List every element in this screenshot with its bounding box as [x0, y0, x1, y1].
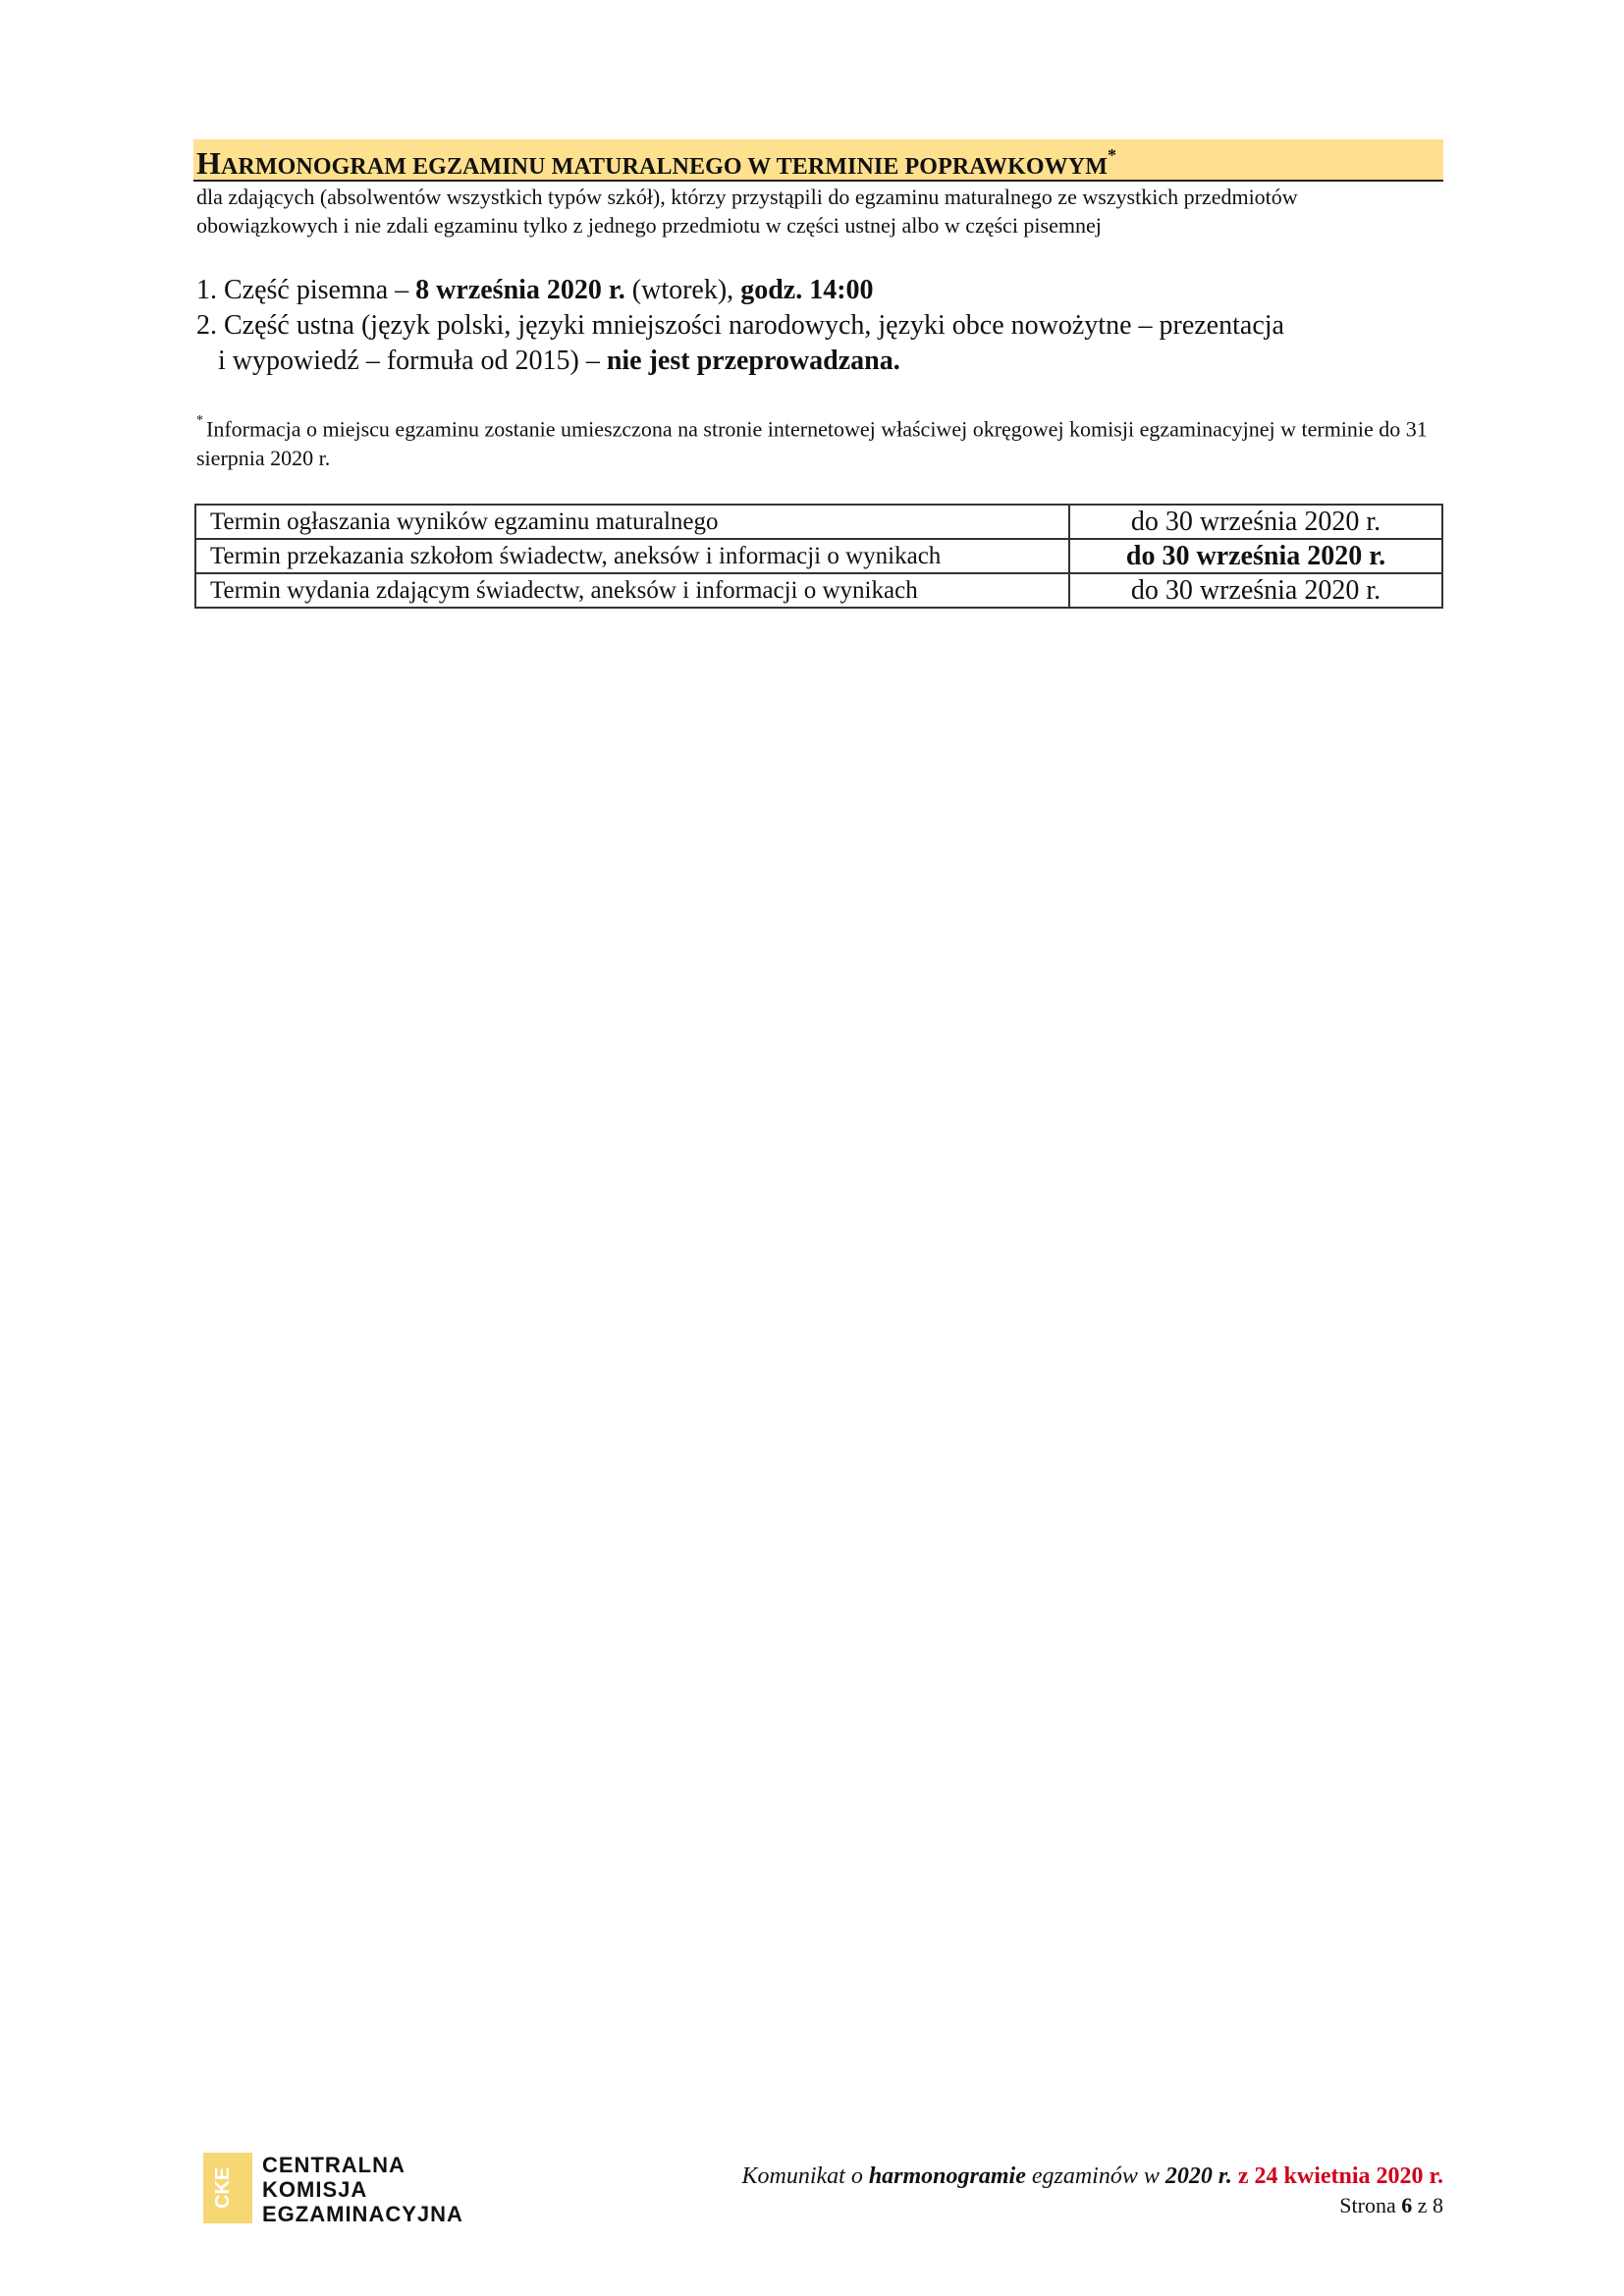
footer-page-number [1339, 2191, 1443, 2220]
footer-harmonogramie: harmonogramie [868, 2163, 1026, 2189]
logo-line3: EGZAMINACYJNA [262, 2202, 463, 2226]
cke-logo-mark [203, 2153, 252, 2223]
schedule-item-written [196, 273, 874, 308]
footnote-text: Informacja o miejscu egzaminu zostanie umieszczona na stronie internetowej właściwej okręgowej komisji egzaminacyjnej w terminie do 31 sierpnia 2020 r. [196, 416, 1428, 471]
page-subtitle: dla zdających (absolwentów wszystkich typów szkół), którzy przystąpili do egzaminu maturalnego ze wszystkich przedmiotów obowiązkowych i nie zdali egzaminu tylko z jednego przedmiotu w części ustnej albo w części pisemnej [196, 185, 1298, 238]
cke-logo-mark-text: CKE [212, 2166, 234, 2210]
item1-time: godz. 14:00 [740, 275, 874, 305]
footer-page-label: Strona [1339, 2193, 1402, 2217]
table-row [195, 505, 1442, 539]
item1-date: 8 września 2020 r. [415, 275, 625, 305]
table-row [195, 539, 1442, 573]
logo-line2: KOMISJA [262, 2177, 368, 2202]
table-row [195, 573, 1442, 608]
item2-line2-prefix: i wypowiedź – formuła od 2015) – [218, 346, 607, 376]
item2-line2-bold: nie jest przeprowadzana. [606, 346, 900, 376]
table-cell-date: do 30 września 2020 r. [1069, 505, 1442, 539]
title-footnote-mark: * [1107, 145, 1117, 165]
table-cell-term: Termin przekazania szkołom świadectw, aneksów i informacji o wynikach [195, 539, 1069, 573]
table-cell-date: do 30 września 2020 r. [1069, 539, 1442, 573]
footer-page-num: 6 [1401, 2193, 1413, 2217]
cke-logo-text [262, 2153, 557, 2226]
schedule-item-oral-line2 [218, 344, 900, 379]
footer-document-reference [742, 2162, 1444, 2191]
schedule-item-oral-line1: 2. Część ustna (język polski, języki mniejszości narodowych, języki obce nowożytne – prezentacja [196, 310, 1284, 341]
item1-day: (wtorek), [624, 275, 741, 305]
item1-prefix: 1. Część pisemna – [196, 275, 416, 305]
footer-egzaminow: egzaminów w [1025, 2163, 1165, 2189]
page-title [196, 139, 1116, 187]
table-cell-term: Termin wydania zdającym świadectw, aneksów i informacji o wynikach [195, 573, 1069, 608]
footnote-mark: * [196, 413, 203, 428]
logo-line1: CENTRALNA [262, 2153, 406, 2177]
table-cell-term: Termin ogłaszania wyników egzaminu maturalnego [195, 505, 1069, 539]
footnote [196, 410, 1443, 473]
footer-page-of: z 8 [1412, 2193, 1443, 2217]
footer-year: 2020 r. [1164, 2163, 1232, 2189]
results-dates-table [194, 504, 1443, 609]
title-text: ARMONOGRAM EGZAMINU MATURALNEGO W TERMINIE POPRAWKOWYM [221, 154, 1108, 180]
table-cell-date: do 30 września 2020 r. [1069, 573, 1442, 608]
footer-komunikat: Komunikat o [741, 2163, 869, 2189]
title-first-letter: H [196, 145, 221, 181]
footer-date: z 24 kwietnia 2020 r. [1231, 2163, 1443, 2189]
